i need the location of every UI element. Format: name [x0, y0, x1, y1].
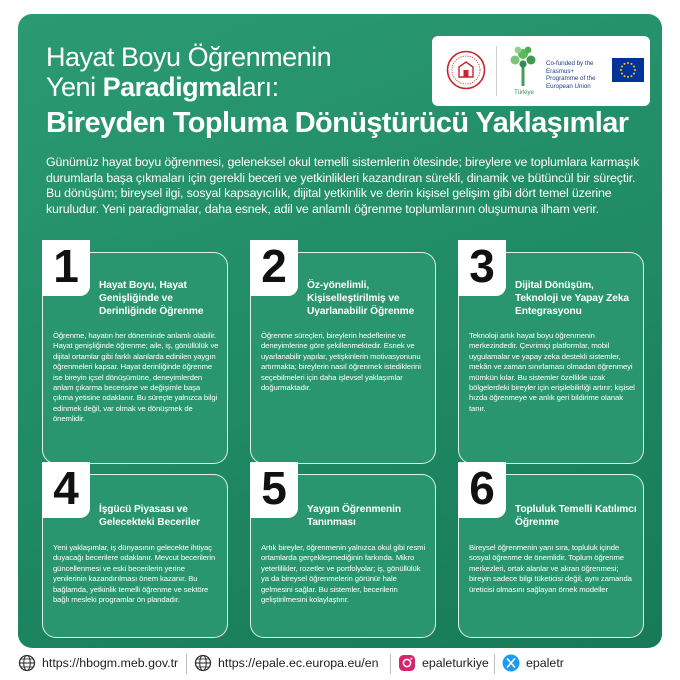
footer-divider — [494, 654, 495, 674]
card-body: Teknoloji artık hayat boyu öğrenmenin merkezindedir. Çevrimiçi platformlar, mobil uygulamalar ve yapay zeka destekli sistemler, mekân ve zaman sınırlaması olmadan öğrenmeyi mümkün kılar. Bu sistemler özellikle uzak bölgelerdeki bireyler için erişilebilirliği artırır; kişisel hızda öğrenmeye ve anlık geri bildirime olanak tanır. — [469, 331, 635, 413]
globe-icon — [18, 654, 36, 672]
footer-link-x[interactable] — [502, 654, 564, 672]
card-number: 5 — [250, 462, 298, 518]
title-bold: Paradigma — [102, 72, 237, 102]
card-body: Bireysel öğrenmenin yanı sıra, topluluk içinde sosyal öğrenme de önemlidir. Toplum öğrenme merkezleri, ortak alanlar ve akran öğrenmesi; bireyin sadece bilgi tüketicisi değil, aynı zamanda üreticisi olmasını sağlayan örnek modeller — [469, 543, 632, 594]
card-body: Yeni yaklaşımlar, iş dünyasının gelecekte ihtiyaç duyacağı becerilere odaklanır. Mevcut becerilerin güncellenmesi ve eski becerilerin yerine yenilerinin kazandırılması önem kazanır. Bu bağlamda, yetkinlik temelli öğrenme ve sektöre bağlı mesleki programlar ön plandadır. — [53, 543, 216, 605]
turkiye-label: Türkiye — [514, 90, 534, 96]
footer-link-meb[interactable] — [18, 654, 178, 672]
infographic-panel — [18, 14, 662, 648]
partner-logos — [432, 36, 650, 106]
card-title: Topluluk Temelli Katılımcı Öğrenme — [515, 504, 637, 528]
footer — [0, 650, 680, 680]
intro-paragraph: Günümüz hayat boyu öğrenmesi, geleneksel okul temelli sistemlerin ötesinde; bireylere ve toplumlara karmaşık durumlarla başa çıkmaları için gerekli beceri ve yetkinlikleri kazandıran sürekli, dinamik ve bütüncül bir süreçtir. Bu dönüşüm; bireysel ilgi, sosyal kapsayıcılık, dijital yetkinlik ve derin kişisel gelişim gibi dört temel üzerine kuruludur. Yeni paradigmalar, daha esnek, adil ve anlamlı öğrenme toplumlarının oluşumuna ilham verir. — [46, 155, 640, 216]
eu-flag-icon — [612, 58, 644, 82]
x-logo-icon — [502, 654, 520, 672]
main-title: Bireyden Topluma Dönüştürücü Yaklaşımlar — [46, 107, 629, 139]
footer-site-1[interactable]: https://hbogm.meb.gov.tr — [42, 656, 179, 670]
logo-divider — [496, 46, 497, 96]
title-prefix: Yeni — [46, 72, 103, 102]
card-title: Dijital Dönüşüm, Teknoloji ve Yapay Zeka Entegrasyonu — [515, 280, 629, 317]
footer-site-2[interactable]: https://epale.ec.europa.eu/en — [218, 656, 379, 670]
card-number: 1 — [42, 240, 90, 296]
globe-icon — [194, 654, 212, 672]
card-body: Artık bireyler, öğrenmenin yalnızca okul gibi resmi ortamlarda gerçekleşmediğinin farkında. Mikro yeterlilikler, rozetler ve portfolyolar; iş, gönüllülük ya da bireysel öğrenmelerin görünür hale gelmesini sağlar. Bu sistemler, becerilerin geliştirilmesini kolaylaştırır. — [261, 543, 426, 605]
card-number: 4 — [42, 462, 90, 518]
card-title: Hayat Boyu, Hayat Genişliğinde ve Derinliğinde Öğrenme — [99, 280, 204, 317]
instagram-icon — [398, 654, 416, 672]
card-body: Öğrenme, hayatın her döneminde anlamlı olabilir. Hayat genişliğinde öğrenme; aile, iş, gönüllülük ve dijital ortamlar gibi farklı alanlarda edinilen yaygın öğrenmeleri kapsar. Hayat derinliğinde öğrenme ise bireyin içsel dönüşümüne, deneyimlerden anlam çıkarma becerisine ve değişimle başa çıkma yetisine odaklanır. Bu süreçte yalnızca bilgi edinmek değil, var olmak ve dönüşmek de önemlidir. — [53, 331, 219, 424]
cofunded-text: Co-funded by the Erasmus+ Programme of the European Union — [546, 60, 596, 90]
card-number: 2 — [250, 240, 298, 296]
footer-instagram-handle[interactable]: epaleturkiye — [422, 656, 489, 670]
card-number: 6 — [458, 462, 506, 518]
title-line-2 — [46, 72, 279, 102]
title-suffix: ları: — [236, 72, 279, 102]
footer-x-handle[interactable]: epaletr — [526, 656, 564, 670]
title-line-1: Hayat Boyu Öğrenmenin — [46, 42, 332, 72]
card-body: Öğrenme süreçleri, bireylerin hedeflerine ve deneyimlerine göre şekillenmektedir. Esnek ve uyarlanabilir yapılar, yetişkinlerin motivasyonunu artırmakta; bireylerin nasıl öğrenmek istediklerini seçebilmeleri için daha işlevsel yaklaşımlar doğurmaktadır. — [261, 331, 421, 393]
tree-logo-icon — [506, 44, 540, 88]
card-title: İşgücü Piyasası ve Gelecekteki Beceriler — [99, 504, 200, 528]
card-title: Yaygın Öğrenmenin Tanınması — [307, 504, 401, 528]
card-number: 3 — [458, 240, 506, 296]
card-title: Öz-yönelimli, Kişiselleştirilmiş ve Uyarlanabilir Öğrenme — [307, 280, 415, 317]
meb-logo-icon — [446, 50, 486, 90]
footer-link-instagram[interactable] — [398, 654, 489, 672]
footer-divider — [186, 654, 187, 674]
footer-divider — [390, 654, 391, 674]
footer-link-epale[interactable] — [194, 654, 379, 672]
